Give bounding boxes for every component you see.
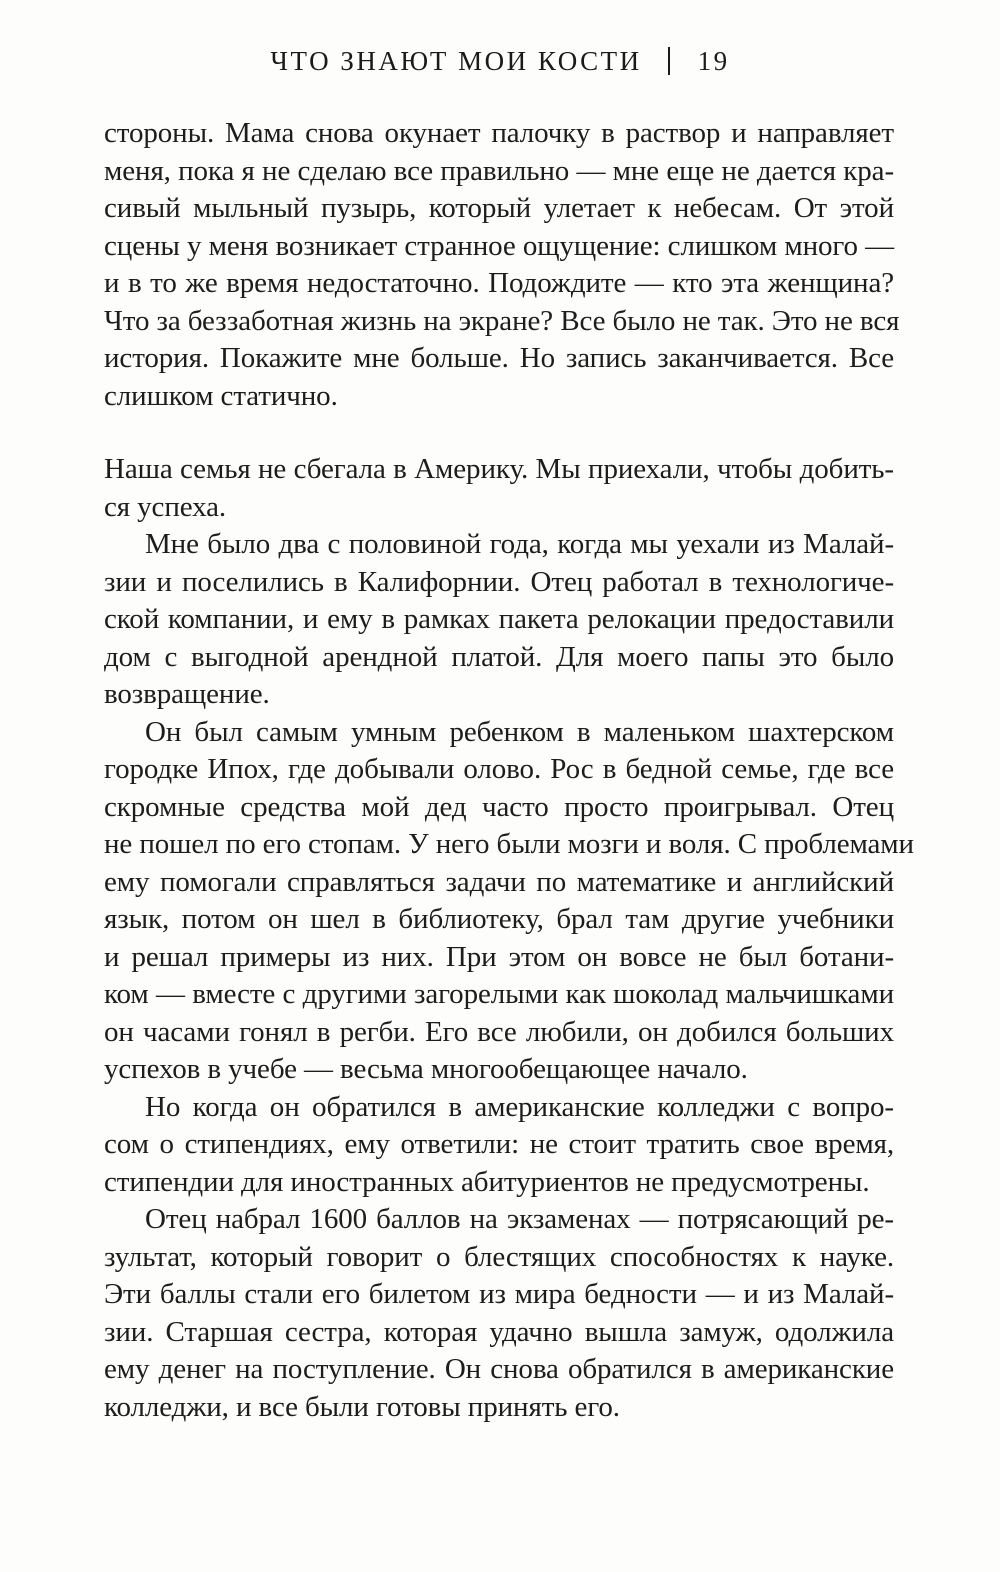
text-line: скромные средства мой дед часто просто проигрывал. Отец	[104, 790, 894, 823]
text-line: история. Покажите мне больше. Но запись заканчивается. Все	[104, 342, 894, 374]
text-line: успехов в учебе — весьма многообещающее начало.	[104, 1053, 748, 1085]
paragraph	[104, 1201, 894, 1426]
paragraph	[104, 115, 900, 415]
text-line: колледжи, и все были готовы принять его.	[104, 1390, 620, 1423]
text-line: зультат, который говорит о блестящих способностях к науке.	[104, 1240, 894, 1273]
paragraph	[104, 714, 914, 1089]
paragraph	[104, 451, 894, 526]
text-line: меня, пока я не сделаю все правильно — мне еще не дается кра-	[104, 154, 894, 187]
text-line: дом с выгодной арендной платой. Для моего папы это было	[104, 640, 894, 673]
header-separator	[668, 47, 670, 75]
text-line: Наша семья не сбегала в Америку. Мы приехали, чтобы добить-	[104, 453, 894, 485]
text-line: Мне было два с половиной года, когда мы уехали из Малай-	[145, 528, 894, 560]
text-line: сом о стипендиях, ему ответили: не стоит тратить свое время,	[104, 1128, 894, 1160]
page-number: 19	[697, 46, 730, 76]
running-title: ЧТО ЗНАЮТ МОИ КОСТИ	[270, 46, 642, 76]
text-line: ся успеха.	[104, 490, 227, 523]
text-line: ком — вместе с другими загорелыми как шоколад мальчишками	[104, 978, 894, 1010]
text-line: ской компании, и ему в рамках пакета релокации предоставили	[104, 603, 894, 635]
text-line: сивый мыльный пузырь, который улетает к небесам. От этой	[104, 192, 894, 224]
text-line: сцены у меня возникает странное ощущение: слишком много —	[104, 229, 894, 262]
text-line: Но когда он обратился в американские колледжи с вопро-	[145, 1090, 894, 1123]
running-header	[0, 44, 1000, 78]
paragraph	[104, 1089, 894, 1202]
text-line: Он был самым умным ребенком в маленьком шахтерском	[145, 715, 894, 748]
text-line: Эти баллы стали его билетом из мира бедности — и из Малай-	[104, 1278, 894, 1310]
text-line: Отец набрал 1600 баллов на экзаменах — потрясающий ре-	[145, 1203, 894, 1235]
text-line: и решал примеры из них. При этом он вовсе не был ботани-	[104, 940, 894, 973]
text-line: городке Ипох, где добывали олово. Рос в бедной семье, где все	[104, 753, 894, 785]
text-line: Что за беззаботная жизнь на экране? Все было не так. Это не вся	[104, 304, 900, 337]
paragraph	[104, 526, 894, 714]
text-line: стипендии для иностранных абитуриентов не предусмотрены.	[104, 1165, 870, 1198]
text-line: не пошел по его стопам. У него были мозги и воля. С проблемами	[104, 828, 914, 860]
text-line: зии. Старшая сестра, которая удачно вышла замуж, одолжила	[104, 1315, 894, 1348]
text-line: он часами гонял в регби. Его все любили, он добился больших	[104, 1015, 894, 1048]
text-line: зии и поселились в Калифорнии. Отец работал в технологиче-	[104, 565, 894, 598]
text-line: стороны. Мама снова окунает палочку в раствор и направляет	[104, 117, 894, 149]
body-text	[104, 115, 914, 1426]
text-line: ему помогали справляться задачи по математике и английский	[104, 865, 894, 898]
text-line: ему денег на поступление. Он снова обратился в американские	[104, 1353, 894, 1385]
text-line: слишком статично.	[104, 379, 338, 412]
section-break	[104, 415, 894, 451]
text-line: возвращение.	[104, 678, 270, 710]
text-line: язык, потом он шел в библиотеку, брал там другие учебники	[104, 903, 894, 935]
text-line: и в то же время недостаточно. Подождите — кто эта женщина?	[104, 267, 894, 299]
